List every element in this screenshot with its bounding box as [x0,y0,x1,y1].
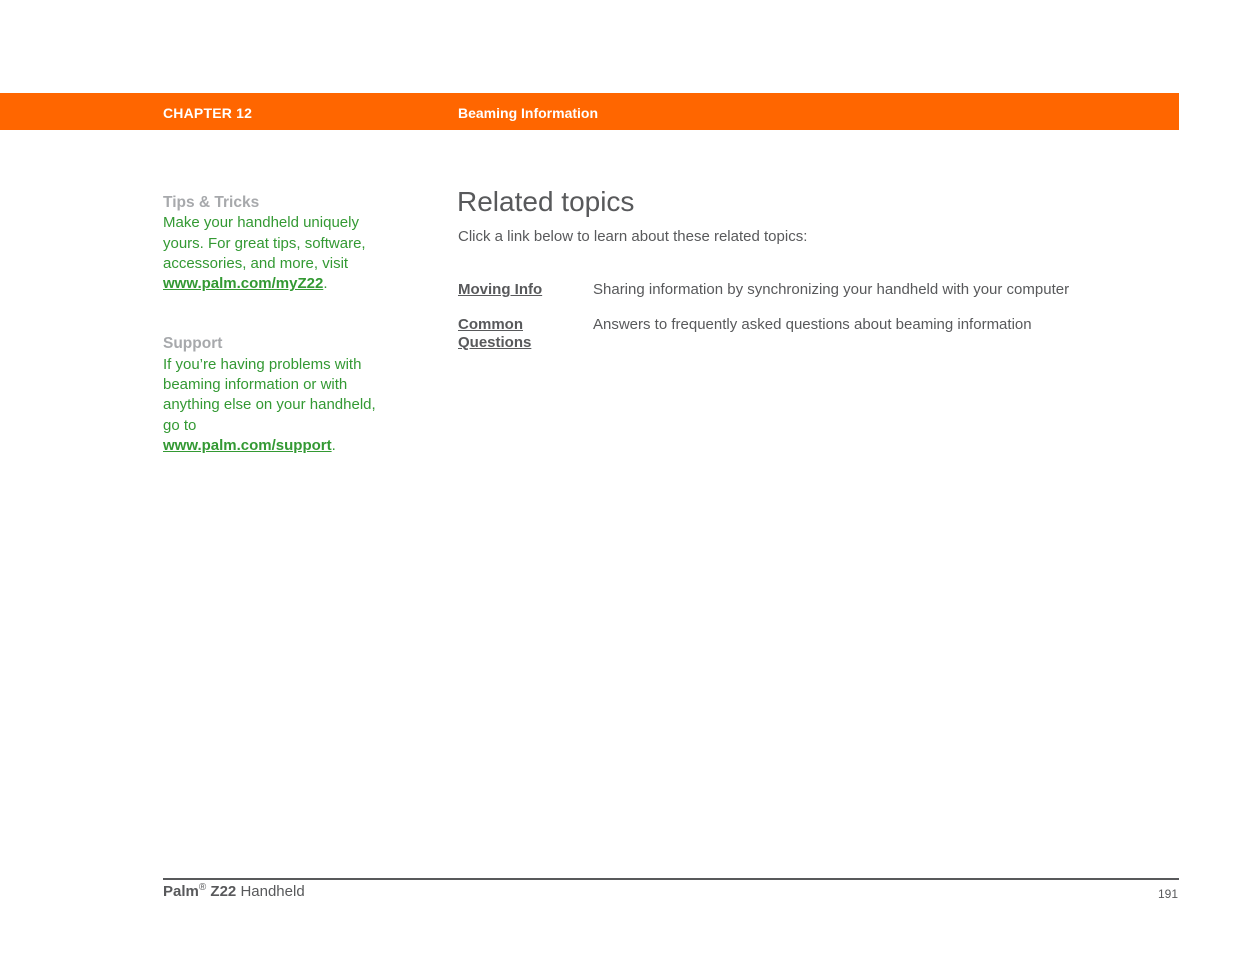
support-suffix: . [331,436,336,454]
related-topics-list [458,281,1158,369]
topic-link-common-questions[interactable]: Common Questions [458,316,532,351]
topic-description: Sharing information by synchronizing your handheld with your computer [593,281,1070,298]
footer-brand: Palm [163,883,199,900]
footer-model: Z22 [210,883,237,900]
chapter-title: Beaming Information [458,105,599,121]
registered-mark: ® [198,882,207,893]
tips-link[interactable]: www.palm.com/myZ22 [163,275,324,293]
tips-heading: Tips & Tricks [163,194,260,211]
footer-divider [163,878,1179,880]
support-text: If you’re having problems with beaming information or with anything else on your handheld, go to [163,355,376,434]
footer-product: Handheld [240,883,305,900]
tips-body [163,213,383,294]
topic-description: Answers to frequently asked questions about beaming information [593,316,1032,333]
support-link[interactable]: www.palm.com/support [163,436,332,454]
page-title: Related topics [457,186,635,217]
tips-suffix: . [323,275,328,293]
footer-product-name [163,883,305,900]
chapter-number: CHAPTER 12 [163,105,253,121]
intro-text: Click a link below to learn about these related topics: [458,228,808,245]
tips-text: Make your handheld uniquely yours. For great tips, software, accessories, and more, visit [163,214,366,272]
sidebar [163,193,383,456]
page-number: 191 [1157,887,1178,901]
topic-row [458,316,1158,352]
topic-row [458,281,1158,299]
topic-link-moving-info[interactable]: Moving Info [458,281,543,298]
support-body [163,355,383,456]
support-heading: Support [163,335,223,353]
